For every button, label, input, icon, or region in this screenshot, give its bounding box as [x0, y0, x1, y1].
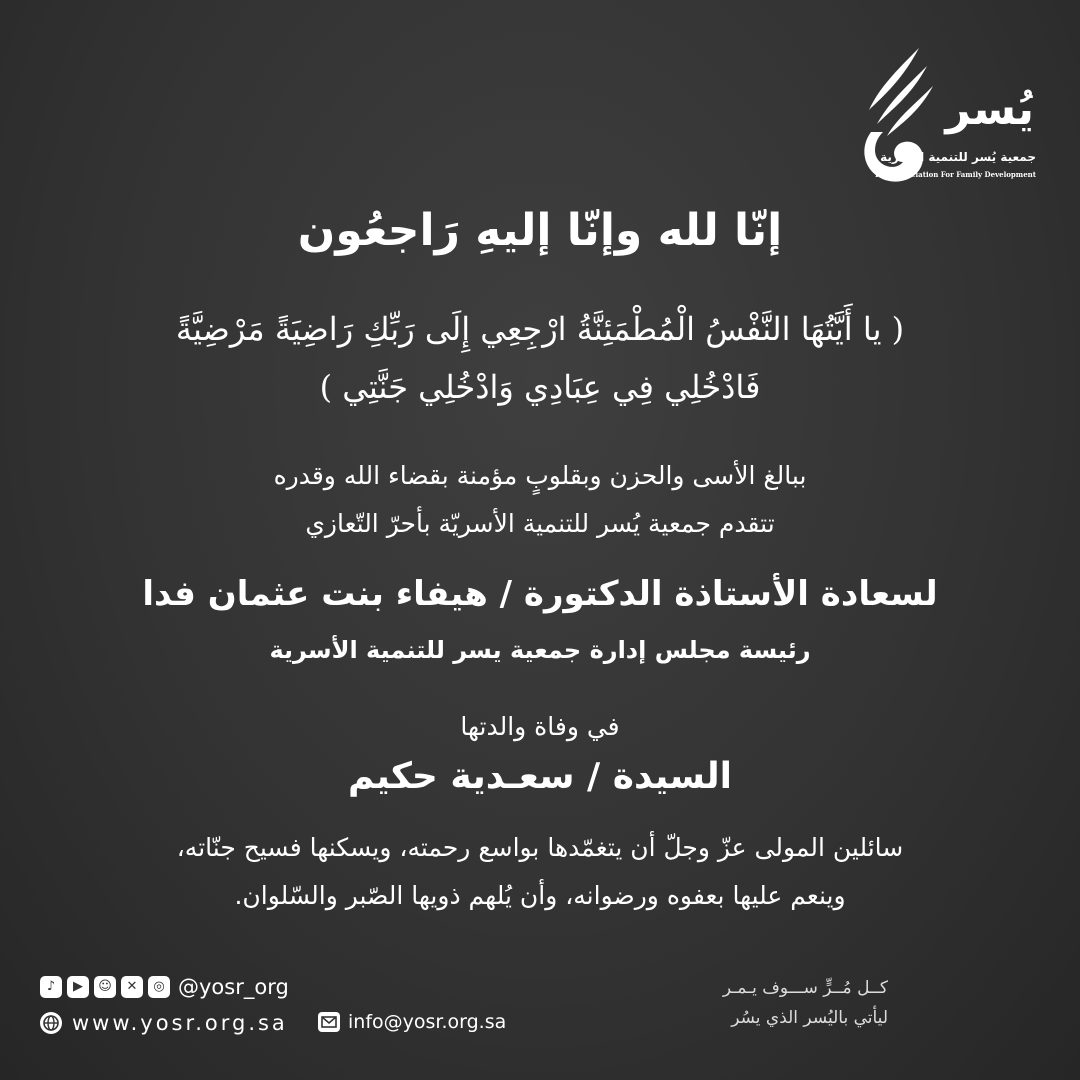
website-link[interactable]: [40, 1011, 288, 1035]
prayer-message: [60, 824, 1020, 920]
snapchat-icon[interactable]: ☺: [94, 976, 116, 998]
instagram-icon[interactable]: ◎: [148, 976, 170, 998]
occasion-text: في وفاة والدتها: [460, 712, 620, 741]
honoree-position: رئيسة مجلس إدارة جمعية يسر للتنمية الأسرية: [269, 636, 811, 664]
globe-icon: [40, 1012, 62, 1034]
tiktok-icon[interactable]: ♪: [40, 976, 62, 998]
contact-footer: [40, 975, 560, 1045]
mail-icon: [318, 1012, 340, 1032]
tagline: [688, 978, 888, 1028]
logo-arabic-name: جمعية يُسر للتنمية الأسرية: [880, 150, 1036, 164]
logo-english-name: Yosr Association For Family Development: [874, 170, 1036, 179]
condolence-line-1: ببالغ الأسى والحزن وبقلوبٍ مؤمنة بقضاء الله وقدره: [273, 461, 807, 490]
main-heading: إنّا لله وإنّا إليهِ رَاجعُون: [297, 205, 783, 256]
verse-line-2: فَادْخُلِي فِي عِبَادِي وَادْخُلِي جَنَّتِي ): [319, 368, 761, 406]
prayer-line-1: سائلين المولى عزّ وجلّ أن يتغمّدها بواسع رحمته، ويسكنها فسيح جنّاته،: [176, 833, 904, 862]
email-address[interactable]: info@yosr.org.sa: [348, 1011, 507, 1033]
prayer-line-2: وينعم عليها بعفوه ورضوانه، وأن يُلهم ذويها الصّبر والسّلوان.: [234, 881, 846, 910]
tagline-line-1: كــل مُــرٍّ ســـوف يـمـر: [722, 978, 888, 998]
email-link[interactable]: [318, 1011, 506, 1033]
social-links: [40, 975, 289, 999]
tagline-line-2: ليأتي باليُسر الذي يسُر: [731, 1008, 888, 1028]
verse-line-1: ( يا أَيَّتُهَا النَّفْسُ الْمُطْمَئِنَّةُ ارْجِعِي إِلَى رَبِّكِ رَاضِيَةً مَرْضِيَّةً: [175, 310, 905, 348]
deceased-name: السيدة / سعـدية حكيم: [348, 756, 732, 797]
condolence-message: [60, 452, 1020, 548]
condolence-line-2: تتقدم جمعية يُسر للتنمية الأسريّة بأحرّ التّعازي: [305, 509, 775, 538]
youtube-icon[interactable]: ▶: [67, 976, 89, 998]
honoree-name: لسعادة الأستاذة الدكتورة / هيفاء بنت عثمان فدا: [142, 574, 938, 614]
quran-verse: [60, 300, 1020, 416]
logo-wordmark: يُسر: [945, 84, 1034, 135]
social-handle[interactable]: @yosr_org: [178, 975, 289, 999]
website-url[interactable]: www.yosr.org.sa: [72, 1011, 288, 1035]
yosr-logo: [857, 40, 1042, 190]
x-icon[interactable]: ✕: [121, 976, 143, 998]
